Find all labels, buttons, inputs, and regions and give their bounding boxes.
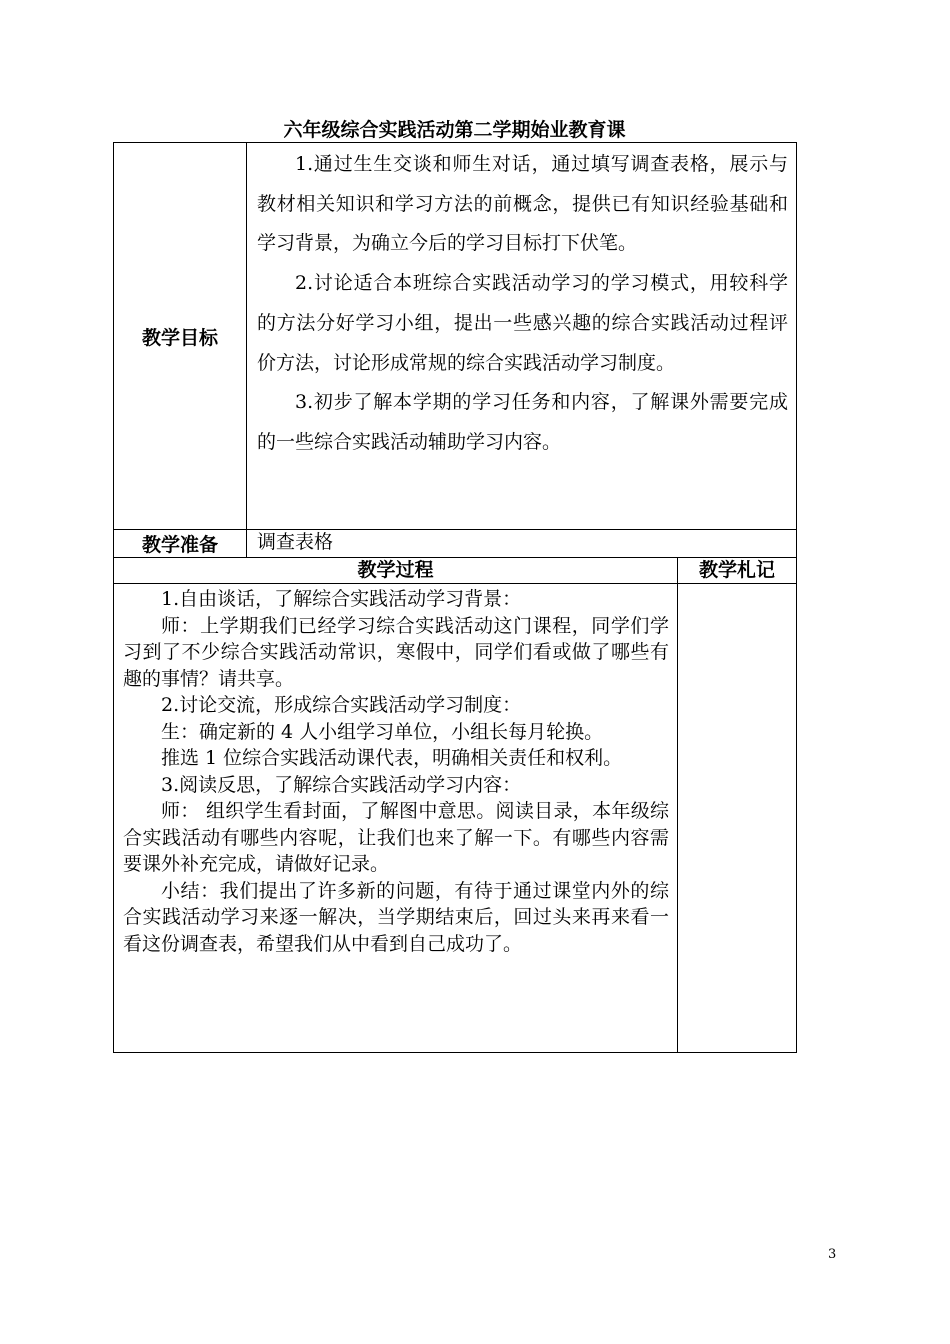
document-title: 六年级综合实践活动第二学期始业教育课 — [283, 119, 626, 141]
page-number: 3 — [828, 1247, 837, 1262]
process-line: 推选 1 位综合实践活动课代表，明确相关责任和权利。 — [161, 747, 623, 769]
process-line: 3.阅读反思，了解综合实践活动学习内容： — [161, 773, 522, 796]
goals-label: 教学目标 — [114, 143, 247, 530]
goal-paragraph: 1.通过生生交谈和师生对话，通过填写调查表格，展示与教材相关知识和学习方法的前概念，提供已有知识经验基础和学习背景，为确立今后的学习目标打下伏笔。 — [257, 153, 789, 255]
preparation-label: 教学准备 — [114, 530, 247, 558]
goal-paragraph: 2.讨论适合本班综合实践活动学习的学习模式，用较科学的方法分好学习小组，提出一些感兴趣的综合实践活动过程评价方法，讨论形成常规的综合实践活动学习制度。 — [257, 272, 789, 374]
process-content — [114, 584, 678, 1053]
process-row — [114, 584, 797, 1053]
process-header-row — [114, 558, 797, 584]
preparation-row — [114, 530, 797, 558]
notes-header: 教学札记 — [678, 558, 797, 584]
process-line: 小结：我们提出了许多新的问题，有待于通过课堂内外的综合实践活动学习来逐一解决，当学期结束后，回过头来再来看一看这份调查表，希望我们从中看到自己成功了。 — [123, 879, 669, 955]
process-line: 1.自由谈话，了解综合实践活动学习背景： — [161, 588, 522, 610]
goals-row — [114, 143, 797, 530]
notes-content — [678, 584, 797, 1053]
goal-paragraph: 3.初步了解本学期的学习任务和内容，了解课外需要完成的一些综合实践活动辅助学习内容。 — [257, 391, 789, 453]
lesson-plan-table — [113, 142, 797, 1053]
process-line: 师： 组织学生看封面，了解图中意思。阅读目录，本年级综合实践活动有哪些内容呢，让我们也来了解一下。有哪些内容需要课外补充完成，请做好记录。 — [123, 800, 669, 875]
preparation-content — [247, 530, 797, 558]
process-line: 师：上学期我们已经学习综合实践活动这门课程，同学们学习到了不少综合实践活动常识，寒假中，同学们看或做了哪些有趣的事情？请共享。 — [123, 614, 669, 690]
goals-content — [247, 143, 797, 530]
process-header: 教学过程 — [114, 558, 678, 584]
preparation-value: 调查表格 — [257, 531, 334, 553]
process-line: 生：确定新的 4 人小组学习单位，小组长每月轮换。 — [161, 720, 604, 743]
process-line: 2.讨论交流，形成综合实践活动学习制度： — [161, 694, 522, 716]
